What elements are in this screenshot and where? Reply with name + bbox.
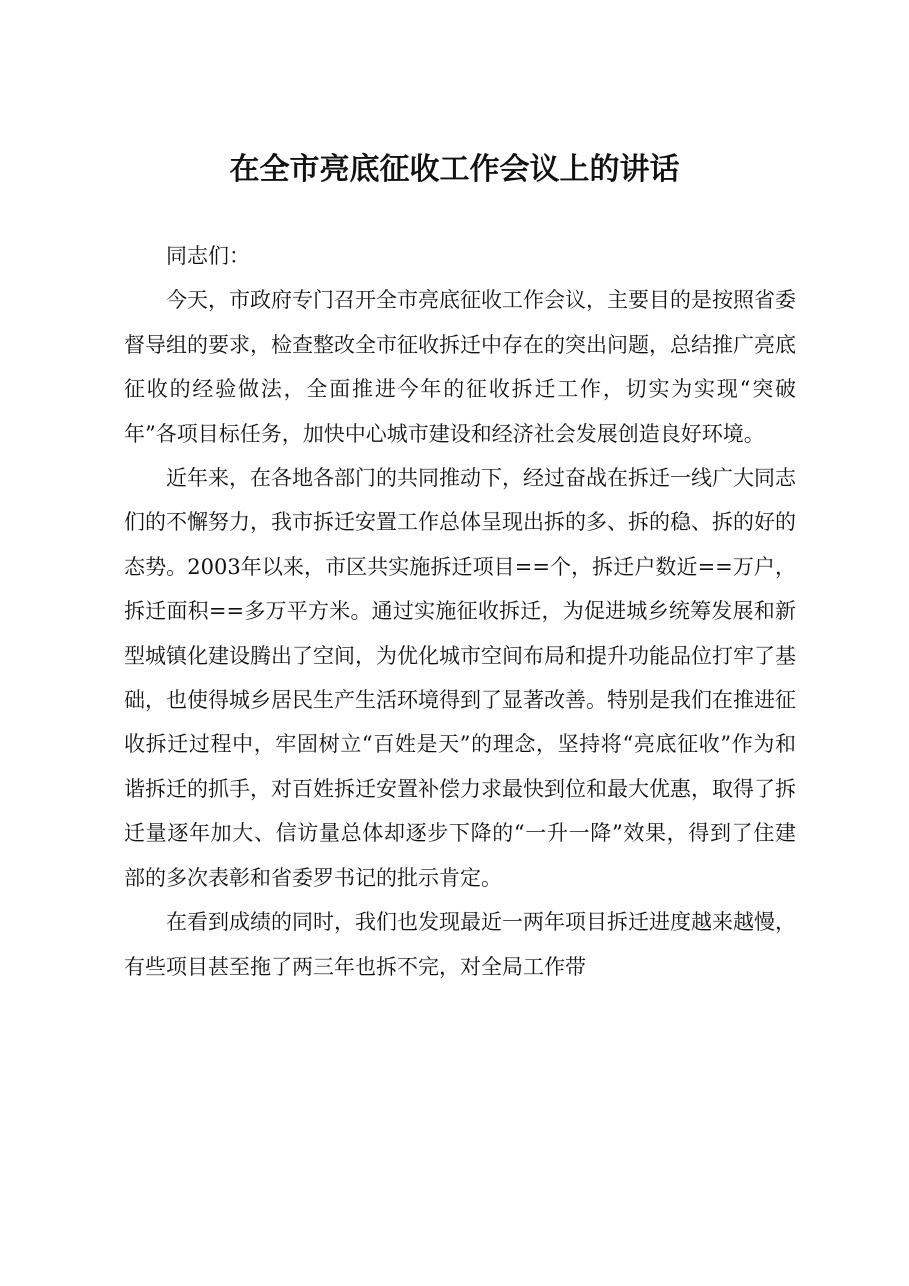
paragraph-1: 今天，市政府专门召开全市亮底征收工作会议，主要目的是按照省委督导组的要求，检查整改全市征收拆迁中存在的突出问题，总结推广亮底征收的经验做法，全面推进今年的征收拆迁工作，切实为实现“突破年”各项目标任务，加快中心城市建设和经济社会发展创造良好环境。 [124, 288, 796, 446]
paragraph-3: 在看到成绩的同时，我们也发现最近一两年项目拆迁进度越来越慢，有些项目甚至拖了两三年也拆不完，对全局工作带 [124, 910, 796, 979]
greeting-paragraph: 同志们： [166, 244, 250, 268]
document-title: 在全市亮底征收工作会议上的讲话 [229, 152, 680, 187]
document-body [124, 234, 796, 989]
paragraph-2: 近年来，在各地各部门的共同推动下，经过奋战在拆迁一线广大同志们的不懈努力，我市拆迁安置工作总体呈现出拆的多、拆的稳、拆的好的态势。2003年以来，市区共实施拆迁项目==个，拆迁户数近==万户，拆迁面积==多万平方米。通过实施征收拆迁，为促进城乡统筹发展和新型城镇化建设腾出了空间，为优化城市空间布局和提升功能品位打牢了基础，也使得城乡居民生产生活环境得到了显著改善。特别是我们在推进征收拆迁过程中，牢固树立“百姓是天”的理念，坚持将“亮底征收”作为和谐拆迁的抓手，对百姓拆迁安置补偿力求最快到位和最大优惠，取得了拆迁量逐年加大、信访量总体却逐步下降的“一升一降”效果，得到了住建部的多次表彰和省委罗书记的批示肯定。 [124, 466, 796, 890]
